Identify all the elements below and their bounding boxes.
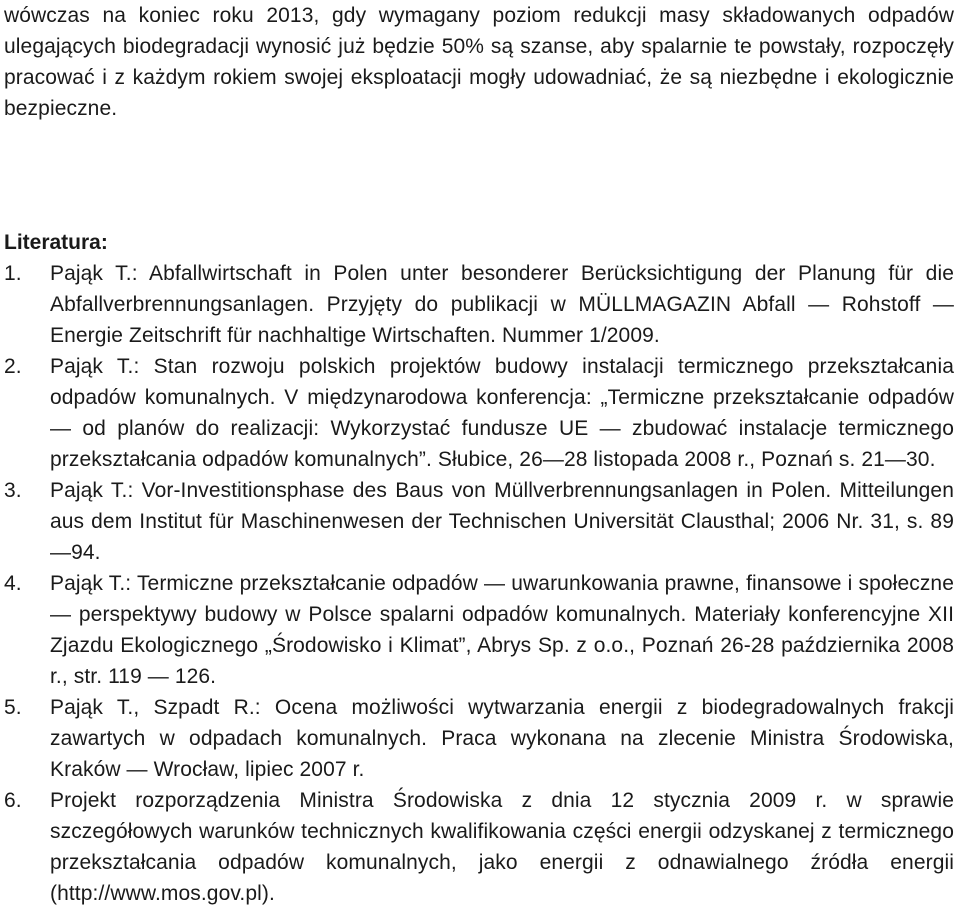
reference-number: 6. [4, 789, 22, 812]
intro-paragraph: wówczas na koniec roku 2013, gdy wymagany poziom redukcji masy składowanych odpadów ulegających biodegradacji wynosić już będzie 50% są szanse, aby spalarnie te powstały, rozpoczęły pracować i z każdym rokiem swojej eksploatacji mogły udowadniać, że są niezbędne i ekologicznie bezpieczne. [4, 4, 954, 120]
reference-item [4, 351, 954, 475]
reference-item [4, 258, 954, 351]
reference-number: 4. [4, 572, 22, 595]
reference-number: 3. [4, 479, 22, 502]
reference-item [4, 475, 954, 568]
document-page [4, 0, 954, 905]
reference-item [4, 785, 954, 909]
reference-number: 5. [4, 696, 22, 719]
reference-text: Pająk T.: Abfallwirtschaft in Polen unter besonderer Berücksichtigung der Planung für die Abfallverbrennungsanlagen. Przyjęty do publikacji w MÜLLMAGAZIN Abfall — Rohstoff — Energie Zeitschrift für nachhaltige Wirtschaften. Nummer 1/2009. [50, 262, 954, 347]
reference-number: 1. [4, 262, 22, 285]
reference-list [4, 258, 954, 909]
reference-item [4, 568, 954, 692]
reference-item [4, 692, 954, 785]
reference-number: 2. [4, 355, 22, 378]
reference-text: Pająk T.: Stan rozwoju polskich projektów budowy instalacji termicznego przekształcania odpadów komunalnych. V międzynarodowa konferencja: „Termiczne przekształcanie odpadów — od planów do realizacji: Wykorzystać fundusze UE — zbudować instalacje termicznego przekształcania odpadów komunalnych”. Słubice, 26—28 listopada 2008 r., Poznań s. 21—30. [50, 355, 954, 471]
reference-text: Projekt rozporządzenia Ministra Środowiska z dnia 12 stycznia 2009 r. w sprawie szczegółowych warunków technicznych kwalifikowania części energii odzyskanej z termicznego przekształcania odpadów komunalnych, jako energii z odnawialnego źródła energii (http://www.mos.gov.pl). [50, 789, 954, 905]
reference-text: Pająk T., Szpadt R.: Ocena możliwości wytwarzania energii z biodegradowalnych frakcji zawartych w odpadach komunalnych. Praca wykonana na zlecenie Ministra Środowiska, Kraków — Wrocław, lipiec 2007 r. [50, 696, 954, 781]
reference-text: Pająk T.: Vor-Investitionsphase des Baus von Müllverbrennungsanlagen in Polen. Mitteilungen aus dem Institut für Maschinenwesen der Technischen Universität Clausthal; 2006 Nr. 31, s. 89—94. [50, 479, 954, 564]
literature-heading: Literatura: [4, 231, 108, 254]
reference-text: Pająk T.: Termiczne przekształcanie odpadów — uwarunkowania prawne, finansowe i społeczne — perspektywy budowy w Polsce spalarni odpadów komunalnych. Materiały konferencyjne XII Zjazdu Ekologicznego „Środowisko i Klimat”, Abrys Sp. z o.o., Poznań 26-28 października 2008 r., str. 119 — 126. [50, 572, 954, 688]
